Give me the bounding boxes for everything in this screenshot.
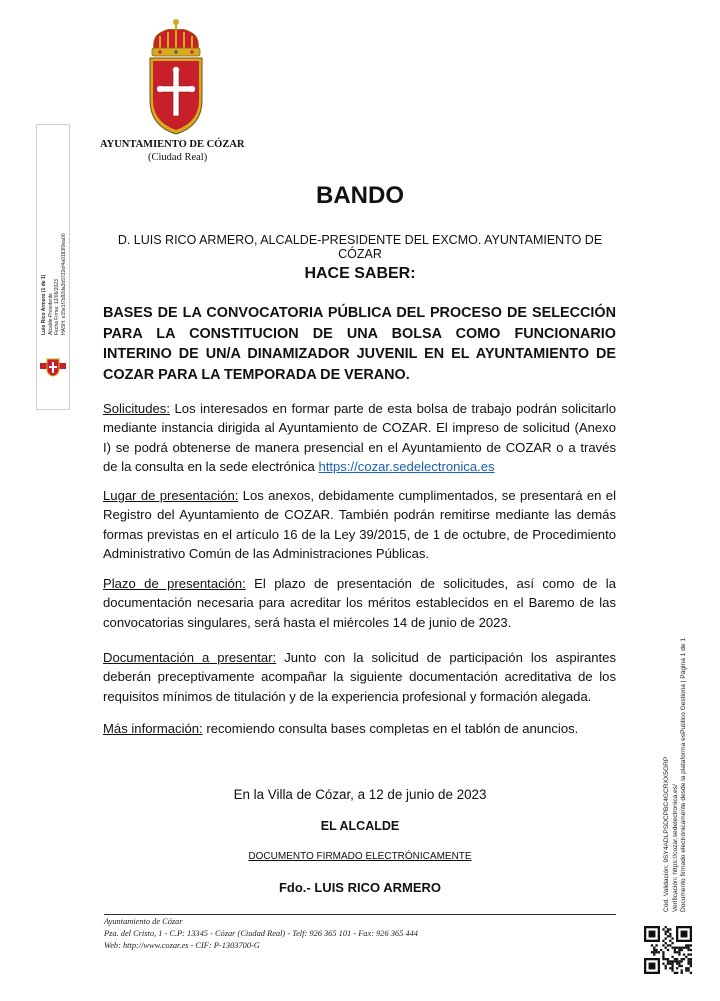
stamp-crest-icon [40,357,66,377]
footer-address: Pza. del Cristo, 1 - C.P: 13345 - Cózar (Ciudad Real) - Telf: 926 365 101 - Fax: 926 365 444 [104,929,418,938]
org-name: AYUNTAMIENTO DE CÓZAR [100,139,245,150]
section-label: Solicitudes: [103,401,170,416]
org-subtitle: (Ciudad Real) [148,152,208,163]
signed-note: DOCUMENTO FIRMADO ELECTRÓNICAMENTE [248,851,472,862]
validation-stamp-text [663,622,689,912]
section-documentacion [103,648,616,706]
section-solicitudes [103,399,616,477]
hace-saber-heading: HACE SABER: [304,265,416,282]
coat-of-arms-logo [146,18,206,136]
signature-stamp-text [41,125,67,335]
place-date: En la Villa de Cózar, a 12 de junio de 2023 [233,787,487,802]
sede-electronica-link[interactable]: https://cozar.sedelectronica.es [318,459,495,475]
section-label: Plazo de presentación: [103,576,246,591]
platform-note: Documento firmado electrónicamente desde la plataforma esPublico Gestiona | Página 1 de 1 [680,637,687,912]
verification-url[interactable]: Verificación: https://cozar.sedelectronica.es/ [671,784,679,912]
document-subtitle: D. LUIS RICO ARMERO, ALCALDE-PRESIDENTE DEL EXCMO. AYUNTAMIENTO DE CÓZAR [117,233,603,261]
document-title: BANDO [316,182,404,209]
section-text: Los interesados en formar parte de esta bolsa de trabajo podrán solicitarlo mediante instancia dirigida al Ayuntamiento de COZAR. El impreso de solicitud (Anexo I) se podrá obtenerse de manera presencial en el Ayuntamiento de COZAR o a través de la consulta en la sede electrónica [103,401,616,475]
qr-code-icon [644,926,692,974]
signer-role: EL ALCALDE [320,819,400,833]
signer-line: Luis Rico Armero (1 de 1) [41,274,47,335]
section-mas-informacion [103,719,616,738]
section-text: Los anexos, debidamente cumplimentados, se presentará en el Registro del Ayuntamiento de COZAR. También podrán remitirse mediante las demás formas previstas en el artículo 16 de la Ley 39/2015, de 1 de octubre, de Procedimiento Administrativo Común de las Administraciones Públicas. [103,488,616,562]
signer-name: Fdo.- LUIS RICO ARMERO [278,880,441,895]
hash-line: HASH: e15e1f7b92da3b5722ef4a0183f0ea00 [60,233,67,335]
section-label: Documentación a presentar: [103,650,277,665]
section-text: recomiendo consulta bases completas en el tablón de anuncios. [202,721,579,736]
bases-heading: BASES DE LA CONVOCATORIA PÚBLICA DEL PROCESO DE SELECCIÓN PARA LA CONSTITUCION DE UNA BOLSA COMO FUNCIONARIO INTERINO DE UN/A DINAMIZADOR JUVENIL EN EL AYUNTAMIENTO DE COZAR PARA LA TEMPORADA DE VERANO. [103,305,616,383]
section-label: Más información: [103,721,203,736]
footer-divider [104,914,616,915]
section-text: El plazo de presentación de solicitudes, así como de la documentación necesaria para acreditar los méritos establecidos en el Baremo de las convocatorias singulares, será hasta el miércoles 14 de junio de 2023. [103,576,616,630]
footer-web: Web: http://www.cozar.es - CIF: P-1303700-G [104,941,260,950]
section-lugar-presentacion [103,486,616,564]
validation-code: Cód. Validación: 9SY4ADLPSDCPBC4GCRXX5GRP [663,756,670,912]
signer-role-line: Alcalde-Presidente [47,293,54,335]
section-label: Lugar de presentación: [103,488,239,503]
section-plazo-presentacion [103,574,616,632]
sign-date-line: Fecha Firma: 12/06/2023 [54,279,60,335]
footer-org: Ayuntamiento de Cózar [104,917,183,926]
section-text: Junto con la solicitud de participación los aspirantes deberán preceptivamente acompañar la siguiente documentación acreditativa de los requisitos mínimos de titulación y de la experiencia profesional y formación alegada. [103,650,616,704]
